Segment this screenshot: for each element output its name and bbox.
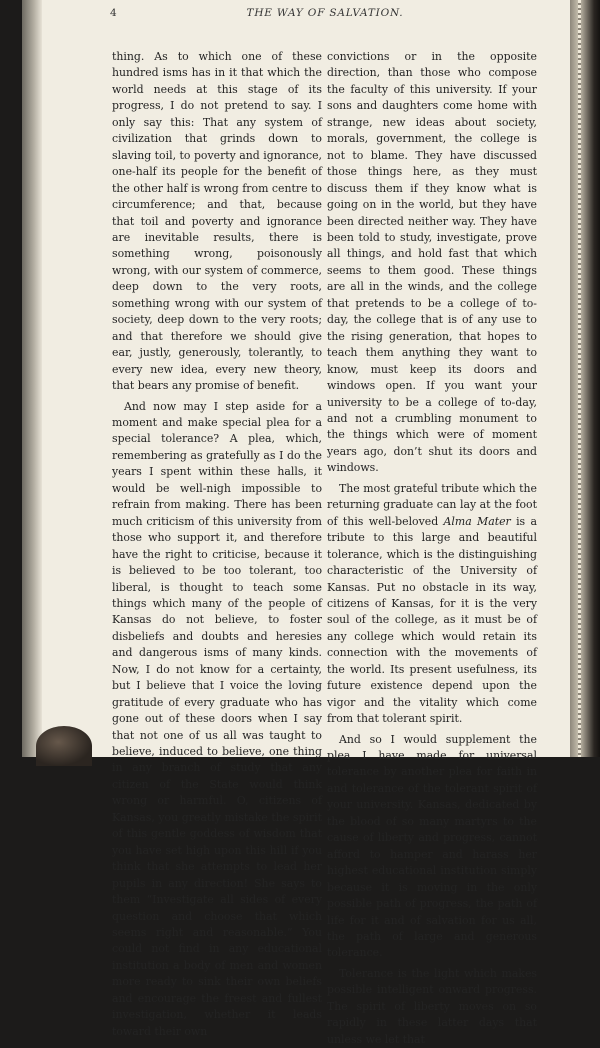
paragraph: And now may I step aside for a moment and make special plea for a special tolerance? A plea, which, remembering as gratefully as I do the years I spent within these halls, it would be well-nigh impossible to refrain from making. There has been much criticism of this university from those who support it, and therefore have the right to criticise, because it is believed to be too tolerant, too liberal, is thought to teach some things which many of the people of Kansas do not believe, to foster disbeliefs and doubts and heresies and dangerous isms of many kinds. Now, I do not know for a certainty, but I believe that I voice the loving gratitude of every graduate who has gone out of these doors when I say that not one of us all was taught to believe, induced to believe, one thing in any branch of study that any citizen of the State would think wrong or harmful. O, citizens of Kansas, you greatly mistake the spirit of this gentle goddess of wisdom that you have set high upon this hill if you think that she attempts to lead her pupils in any direction! She says to them “Investigate all sides of every question and choose that which seems right and reasonable.” You could not find in any educational institution a body of men and women more ready to sink their own beliefs and encourage the freest and fullest investigation, whether it leads toward their own: [112, 399, 322, 1038]
paragraph: convictions or in the opposite direction, than those who compose the faculty of this university. If your sons and daughters come home with strange, new ideas about society, morals, government, the college is not to blame. They have discussed those things here, as they must discuss them if they know what is going on in the world, but they have been directed neither way. They have been told to study, investigate, prove all things, and hold fast that which seems to them good. These things are all in the winds, and the college that pretends to be a college of to-day, the college that is of any use to the rising generation, that hopes to teach them anything they want to know, must keep its doors and windows open. If you want your university to be a college of to-day, and not a crumbling monument to the things which were of moment years ago, don’t shut its doors and windows.: [327, 50, 537, 475]
paragraph-text: is a tribute to this large and beautiful tolerance, which is the distinguishing characteristic of the University of Kansas. Put no obstacle in its way, citizens of Kansas, for it is the very soul of the college, as it must be of any college which would retain its connection with the movements of the world. Its present usefulness, its future existence depend upon the vigor and the vitality which come from that tolerant spirit.: [327, 514, 537, 726]
alma-mater-italic: Alma Mater: [443, 514, 511, 528]
running-title: THE WAY OF SALVATION.: [246, 7, 404, 19]
running-head: [110, 7, 540, 23]
thumb-holding-page: [36, 726, 92, 766]
paragraph: [327, 481, 537, 728]
book-spine-shadow: [22, 0, 42, 757]
page-edges: [570, 0, 600, 757]
right-column: [327, 49, 537, 1048]
paragraph: thing. As to which one of these hundred isms has in it that which the world needs at this stage of its progress, I do not pretend to say. I only say this: That any system of civilization that grinds down to slaving toil, to poverty and ignorance, one-half its people for the benefit of the other half is wrong from centre to circumference; and that, because that toil and poverty and ignorance are inevitable results, there is something wrong, poisonously wrong, with our system of commerce, deep down to the very roots, something wrong with our system of society, deep down to the very roots; and that therefore we should give ear, justly, generously, tolerantly, to every new idea, every new theory, that bears any promise of benefit.: [112, 50, 322, 393]
page-number: 4: [110, 7, 118, 19]
left-column: [112, 49, 322, 1040]
paragraph: Tolerance is the light which makes possible intelligent onward progress. The spirit of liberty moves on so rapidly in these latter days that unless we let that: [327, 966, 537, 1046]
paragraph: And so I would supplement the plea I have made for universal tolerance by another plea for faith in and tolerance of the tolerant spirit of your university. Kansas, dedicated by the blood of so many martyrs to the cause of liberty and progress, cannot afford to hamper and harass her highest educational institution simply because it is moving in the only possible path of progress, the path of life for it and of salvation for us all, the path of large and generous tolerance.: [327, 732, 537, 960]
paragraph-text: The most grateful tribute which the returning graduate can lay at the foot of this well-beloved: [327, 481, 537, 528]
